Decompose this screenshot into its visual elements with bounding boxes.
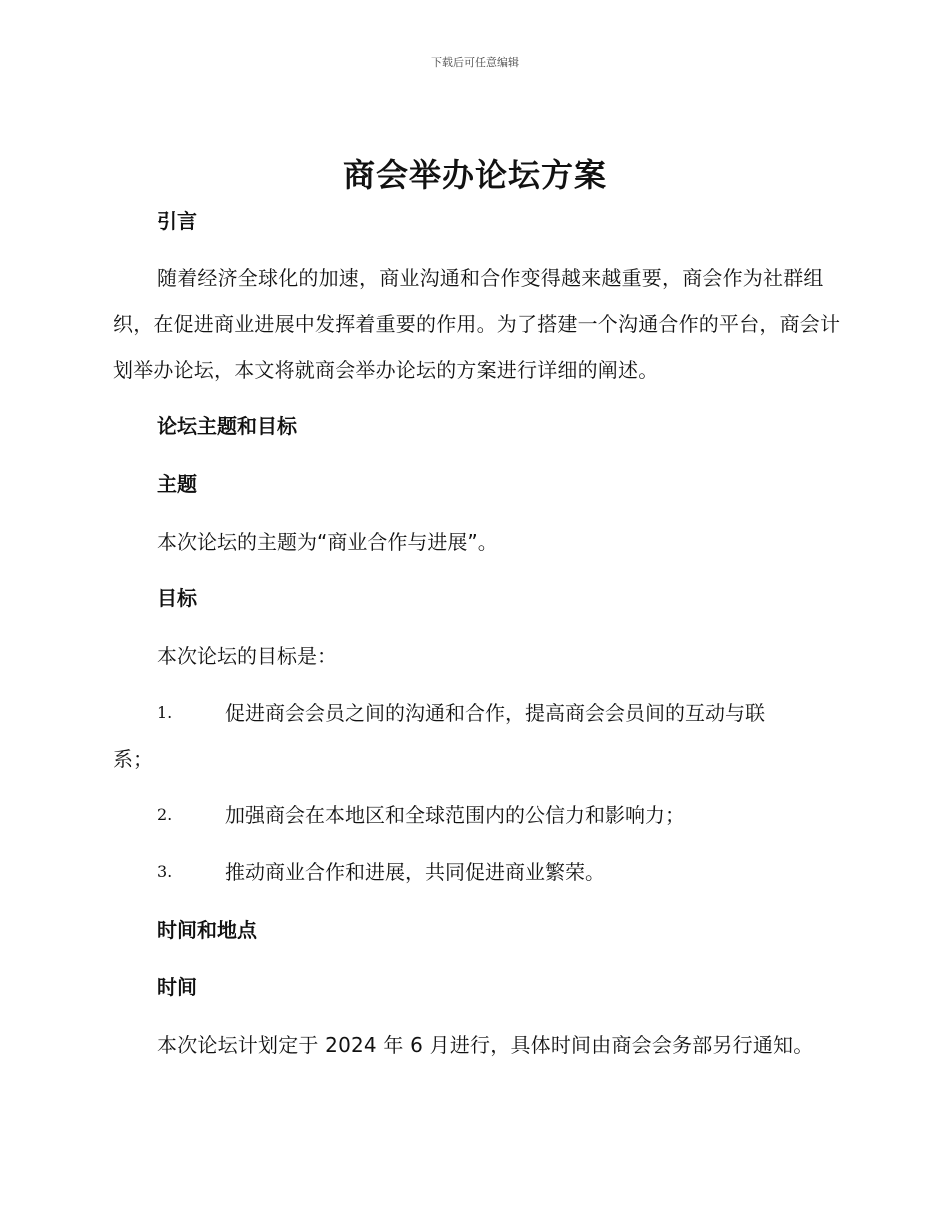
section-heading-intro: 引言 — [157, 209, 197, 233]
list-item-text-line1: 加强商会在本地区和全球范围内的公信力和影响力； — [225, 803, 685, 827]
subheading-goal: 目标 — [157, 586, 197, 610]
list-item-text-line1: 促进商会会员之间的沟通和合作，提高商会会员间的互动与联 — [225, 701, 765, 725]
subheading-theme: 主题 — [157, 472, 197, 496]
goal-list-item — [113, 792, 823, 838]
section-heading-theme-goal: 论坛主题和目标 — [157, 414, 297, 438]
document-title: 商会举办论坛方案 — [342, 156, 607, 194]
list-number: 2. — [157, 805, 173, 824]
section-heading-time-place: 时间和地点 — [157, 918, 257, 942]
subheading-time: 时间 — [157, 975, 197, 999]
list-item-text-line1: 推动商业合作和进展，共同促进商业繁荣。 — [225, 860, 605, 884]
theme-text: 本次论坛的主题为“商业合作与进展”。 — [157, 530, 498, 554]
list-number: 1. — [157, 703, 173, 722]
goal-intro-text: 本次论坛的目标是： — [157, 644, 337, 668]
goal-list-item — [113, 690, 823, 782]
list-item-text-line2: 系； — [113, 747, 153, 771]
time-paragraph: 本次论坛计划定于 2024 年 6 月进行，具体时间由商会会务部另行通知。 — [157, 1033, 814, 1057]
intro-paragraph: 随着经济全球化的加速，商业沟通和合作变得越来越重要，商会作为社群组织，在促进商业进展中发挥着重要的作用。为了搭建一个沟通合作的平台，商会计划举办论坛，本文将就商会举办论坛的方案进行详细的阐述。 — [113, 266, 841, 382]
goal-list-item — [113, 849, 823, 895]
page-header-note: 下载后可任意编辑 — [431, 56, 519, 69]
list-number: 3. — [157, 862, 173, 881]
